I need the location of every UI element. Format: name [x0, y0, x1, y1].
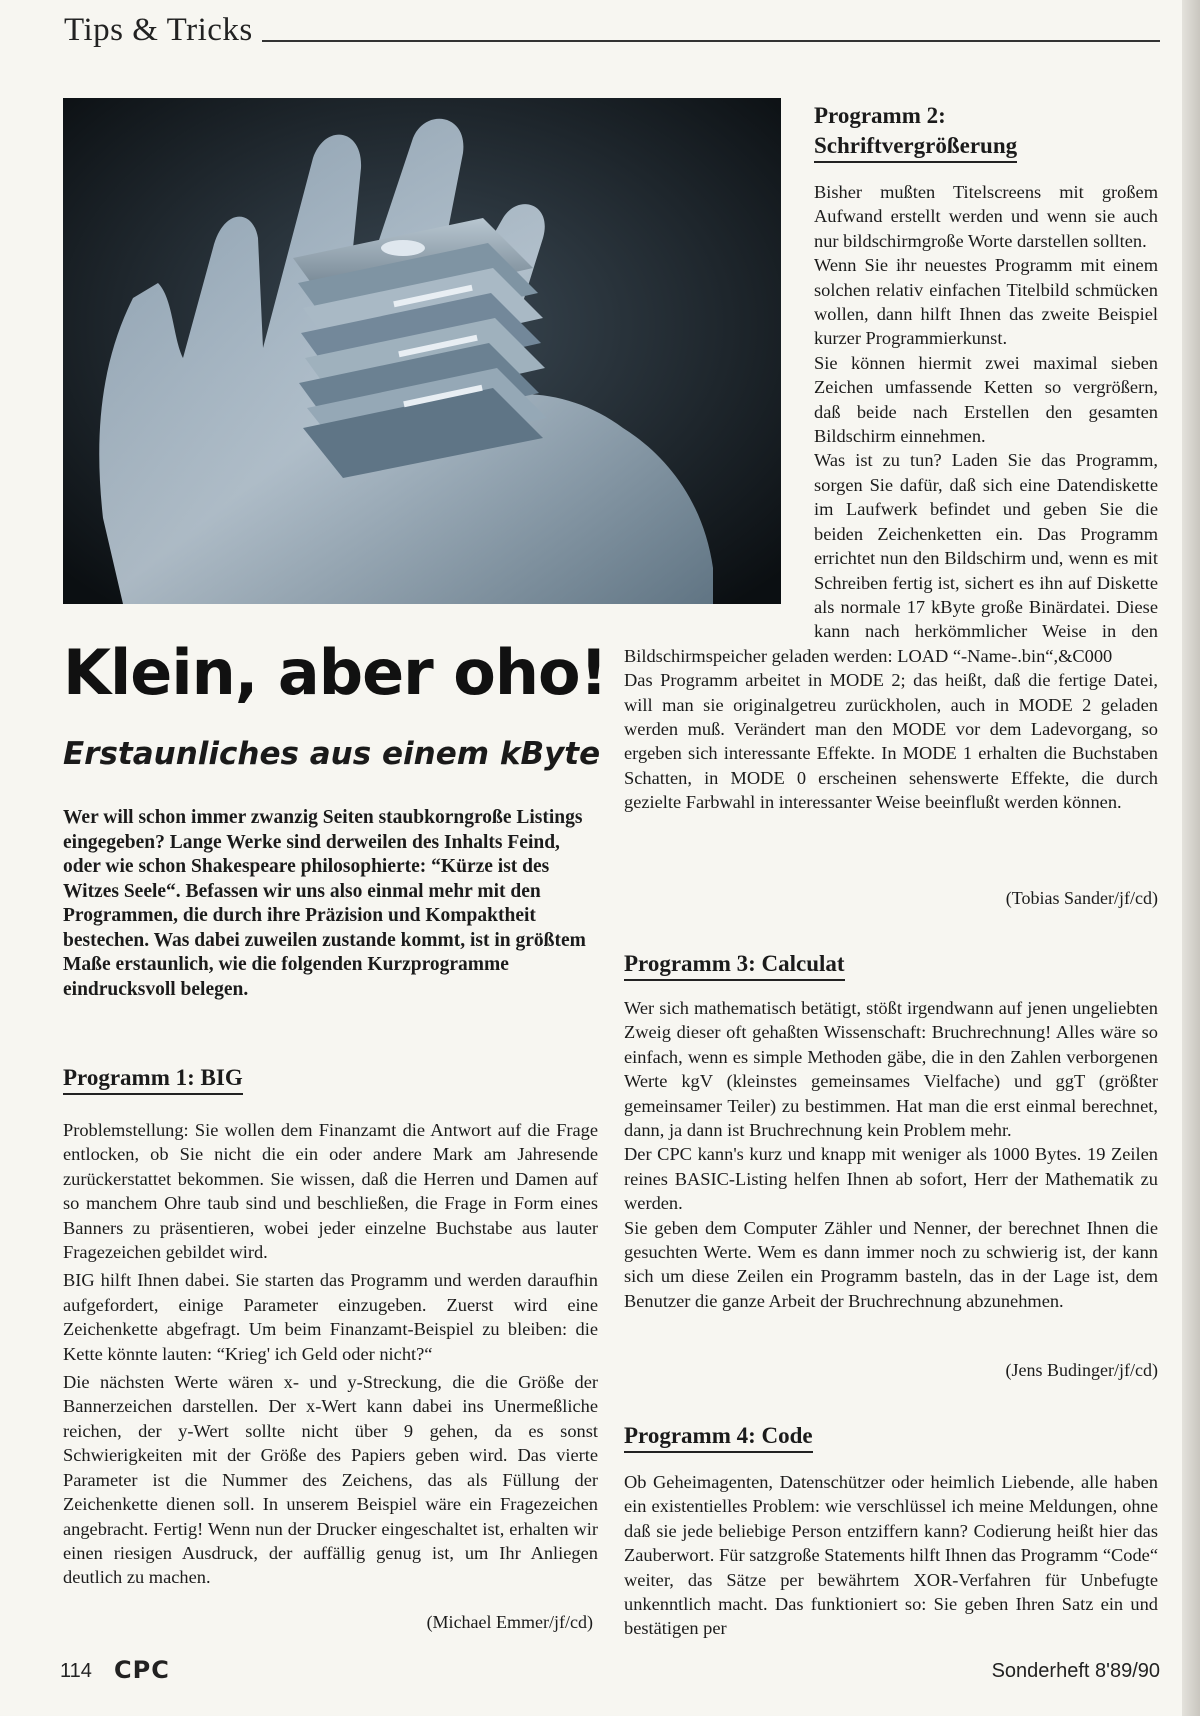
paragraph: Ob Geheimagenten, Datenschützer oder heimlich Liebende, alle haben ein existentielles Problem: wie verschlüssel ich meine Meldungen, ohne daß sie jede beliebige Person entziffern kann? Codierung heißt hier das Zauberwort. Für satzgroße Statements hilft Ihnen das Programm “Code“ weiter, das Sätze per bewährtem XOR-Verfahren für Unbefugte unkenntlich macht. Das funktioniert so: Sie geben Ihren Satz ein und bestätigen per	[624, 1472, 1158, 1639]
program-4-heading: Programm 4: Code	[624, 1422, 813, 1453]
paragraph: Sie können hiermit zwei maximal sieben Zeichen umfassende Ketten so vergrößern, daß beide nach Erstellen den gesamten Bildschirm einnehmen.	[814, 352, 1158, 447]
page-number: 114	[60, 1660, 92, 1682]
paragraph: Bisher mußten Titelscreens mit großem Aufwand erstellt werden und wenn sie auch nur bildschirmgroße Worte darstellen sollten.	[814, 182, 1158, 251]
program-2-heading-line1: Programm 2:	[814, 103, 946, 128]
paragraph: Wer sich mathematisch betätigt, stößt irgendwann auf jenen ungeliebten Zweig dieser oft gehaßten Wissenschaft: Bruchrechnung! Alles wäre so einfach, wenn es simple Methoden gäbe, die in den Zahlen verborgenen Werte kgV (kleinstes gemeinsames Vielfache) und ggT (größter gemeinsamer Teiler) zu bestimmen. Hat man die erst einmal berechnet, dann, ja dann ist Bruchrechnung kein Problem mehr.	[624, 998, 1158, 1141]
program-4-body	[624, 1470, 1158, 1641]
program-2-body	[624, 180, 1158, 815]
article-subheadline: Erstaunliches aus einem kByte	[63, 736, 601, 772]
paragraph: Problemstellung: Sie wollen dem Finanzamt die Antwort auf die Frage entlocken, ob Sie nicht die ein oder andere Mark am Jahresende zurückerstattet bekommen. Sie wissen, daß die Herren und Damen auf so manchem Ohre taub sind und beschließen, die Frage in Form eines Banners zu präsentieren, wobei jeder einzelne Buchstabe aus lauter Fragezeichen gebildet wird.	[63, 1120, 598, 1263]
page-edge-shadow	[1182, 0, 1200, 1716]
program-2-heading-line2: Schriftvergrößerung	[814, 132, 1017, 163]
program-1-body	[63, 1118, 598, 1590]
program-3-byline: (Jens Budinger/jf/cd)	[1005, 1360, 1158, 1380]
article-lead: Wer will schon immer zwanzig Seiten staubkorngroße Listings eingegeben? Lange Werke sind derweilen des Inhalts Feind, oder wie schon Shakespeare philosophierte: “Kürze ist des Witzes Seele“. Befassen wir uns also einmal mehr mit den Programmen, die durch ihre Präzision und Kompaktheit bestechen. Was dabei zuweilen zustande kommt, ist in größtem Maße erstaunlich, wie die folgenden Kurzprogramme eindrucksvoll belegen.	[63, 807, 586, 1000]
paragraph: Der CPC kann's kurz und knapp mit weniger als 1000 Bytes. 19 Zeilen reines BASIC-Listing helfen Ihnen ab sofort, Herr der Mathematik zu werden.	[624, 1144, 1158, 1214]
issue-label: Sonderheft 8'89/90	[991, 1660, 1160, 1682]
section-title: Tips & Tricks	[64, 12, 253, 48]
paragraph: Was ist zu tun? Laden Sie das Programm, sorgen Sie dafür, daß sich eine Datendiskette im Laufwerk befindet und geben Sie die beiden Zeichenketten ein. Das Programm errichtet nun den Bildschirm und, wenn es mit Schreiben fertig ist, sichert es ihn auf Diskette als normale 17 kByte große Binärdatei. Diese kann nach herkömmlicher Weise in den Bildschirmspeicher geladen werden: LOAD “-Name-.bin“,&C000	[624, 450, 1158, 666]
program-3-body	[624, 996, 1158, 1313]
paragraph: BIG hilft Ihnen dabei. Sie starten das Programm und werden daraufhin aufgefordert, einige Parameter einzugeben. Zuerst wird eine Zeichenkette abgefragt. Um beim Finanzamt-Beispiel zu bleiben: die Kette könnte lauten: “Krieg' ich Geld oder nicht?“	[63, 1270, 598, 1364]
program-2-byline: (Tobias Sander/jf/cd)	[1005, 888, 1158, 908]
paragraph: Sie geben dem Computer Zähler und Nenner, der berechnet Ihnen die gesuchten Werte. Wem es dann immer noch zu schwierig ist, der kann sich um diese Zeilen ein Programm basteln, das in der Lage ist, dem Benutzer die ganze Arbeit der Bruchrechnung abzunehmen.	[624, 1217, 1158, 1311]
section-header	[64, 8, 1160, 48]
header-rule	[262, 40, 1160, 42]
magazine-logo: CPC	[114, 1656, 170, 1684]
article-headline: Klein, aber oho!	[63, 636, 607, 709]
paragraph: Wenn Sie ihr neuestes Programm mit einem solchen relativ einfachen Titelbild schmücken wollen, dann hilft Ihnen das zweite Beispiel kurzer Programmierkunst.	[814, 255, 1158, 349]
program-1-heading: Programm 1: BIG	[63, 1064, 243, 1095]
page-footer	[60, 1656, 1160, 1686]
paragraph: Die nächsten Werte wären x- und y-Streckung, die die Größe der Bannerzeichen darstellen. Der x-Wert kann dabei ins Unermeßliche reichen, der y-Wert sollte nicht über 9 gehen, da es sonst Schwierigkeiten mit der Größe des Papiers geben wird. Das vierte Parameter ist die Nummer des Zeichens, das als Füllung der Zeichenkette dienen soll. In unserem Beispiel wäre ein Fragezeichen angebracht. Fertig! Wenn nun der Drucker eingeschaltet ist, erhalten wir einen riesigen Ausdruck, der auffällig genug ist, um Ihr Anliegen deutlich zu machen.	[63, 1372, 598, 1588]
program-1-byline: (Michael Emmer/jf/cd)	[426, 1612, 593, 1632]
program-3-heading: Programm 3: Calculat	[624, 950, 845, 981]
paragraph: Das Programm arbeitet in MODE 2; das heißt, daß die fertige Datei, will man sie originalgetreu zurückholen, auch in MODE 2 geladen werden muß. Verändert man den MODE vor dem Ladevorgang, so ergeben sich interessante Effekte. In MODE 1 erhalten die Buchstaben Schatten, in MODE 0 erscheinen sehenswerte Effekte, die durch gezielte Farbwahl in interessanter Weise beeinflußt werden können.	[624, 670, 1158, 813]
